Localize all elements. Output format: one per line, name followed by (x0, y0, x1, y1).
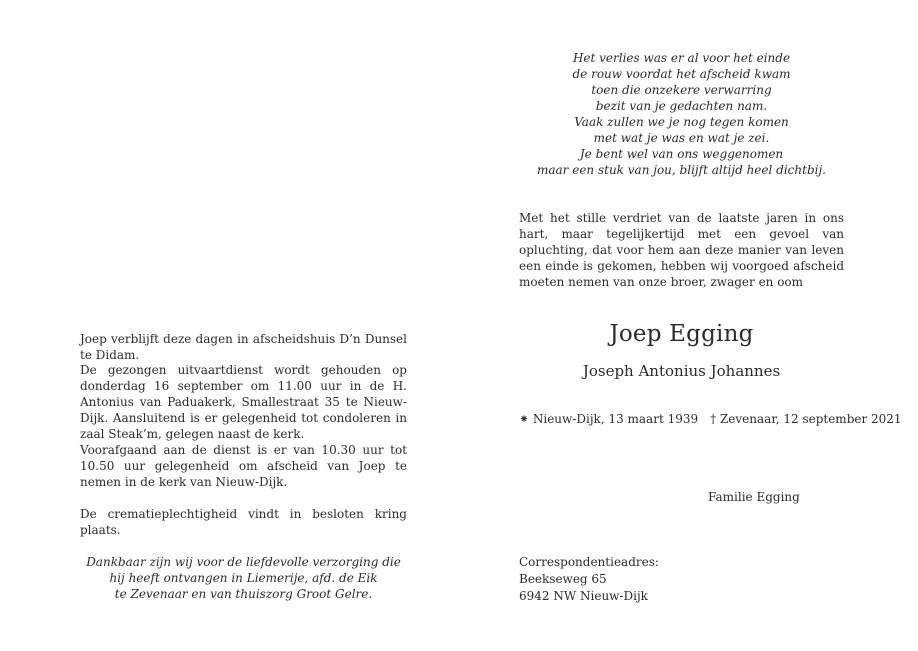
address-label: Correspondentieadres: (519, 555, 659, 569)
right-page (459, 0, 918, 651)
deceased-name: Joep Egging (609, 321, 754, 347)
poem-line: maar een stuk van jou, blijft altijd heel dichtbij. (536, 163, 826, 177)
poem-line: met wat je was en wat je zei. (593, 131, 770, 145)
intro-paragraph: Met het stille verdriet van de laatste jaren in ons hart, maar tegelijkertijd met een gevoel van opluchting, dat voor hem aan deze manier van leven een einde is gekomen, hebben wij voorgoed afscheid moeten nemen van onze broer, zwager en oom (519, 211, 844, 289)
family-signature: Familie Egging (708, 490, 800, 504)
thanks-line: Dankbaar zijn wij voor de liefdevolle verzorging die (86, 555, 401, 569)
poem-line: toen die onzekere verwarring (591, 83, 772, 97)
cremation-paragraph: De crematieplechtigheid vindt in besloten kring plaats. (80, 507, 407, 537)
life-dates (519, 412, 902, 426)
death-date: † Zevenaar, 12 september 2021 (710, 412, 902, 426)
poem-line: de rouw voordat het afscheid kwam (572, 67, 791, 81)
service-paragraph: De gezongen uitvaartdienst wordt gehouden op donderdag 16 september om 11.00 uur in de H. Antonius van Paduakerk, Smallestraat 35 te Nieuw-Dijk. Aansluitend is er gelegenheid tot condoleren in zaal Steak’m, gelegen naast de kerk. (80, 363, 407, 441)
wake-paragraph: Joep verblijft deze dagen in afscheidshuis D’n Dunsel te Didam. (80, 332, 407, 362)
birth-date: ⁕ Nieuw-Dijk, 13 maart 1939 (519, 412, 699, 426)
poem-line: Je bent wel van ons weggenomen (579, 147, 784, 161)
farewell-paragraph: Voorafgaand aan de dienst is er van 10.30 uur tot 10.50 uur gelegenheid om afscheid van Joep te nemen in de kerk van Nieuw-Dijk. (80, 443, 407, 489)
address-city: 6942 NW Nieuw-Dijk (519, 589, 648, 603)
deceased-full-name: Joseph Antonius Johannes (582, 362, 781, 380)
poem-line: Vaak zullen we je nog tegen komen (574, 115, 789, 129)
correspondence-address (519, 554, 659, 605)
poem-line: bezit van je gedachten nam. (595, 99, 768, 113)
address-street: Beekseweg 65 (519, 572, 607, 586)
poem (519, 50, 844, 178)
thanks-text (80, 554, 407, 602)
poem-line: Het verlies was er al voor het einde (572, 51, 791, 65)
thanks-line: te Zevenaar en van thuiszorg Groot Gelre. (114, 587, 373, 601)
thanks-line: hij heeft ontvangen in Liemerije, afd. de Eik (109, 571, 378, 585)
